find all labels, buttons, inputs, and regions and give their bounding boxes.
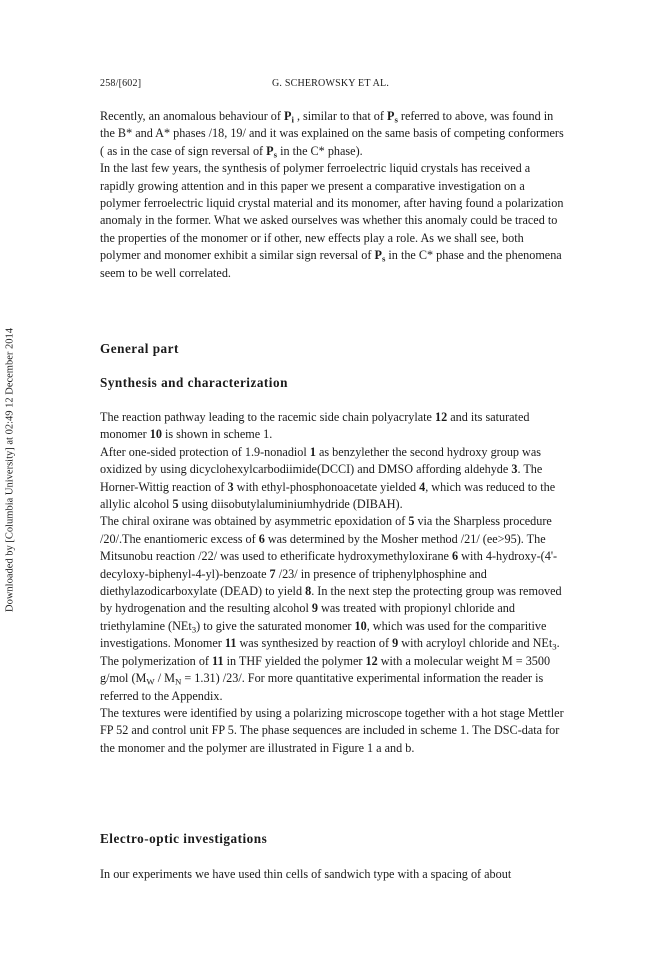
compound-number: 7 bbox=[269, 566, 276, 581]
compound-number: 11 bbox=[224, 636, 237, 651]
symbol-letter: P bbox=[386, 109, 395, 123]
text-run: The chiral oxirane was obtained by asymmetric epoxidation of bbox=[100, 514, 409, 529]
compound-number: 6 bbox=[258, 531, 265, 546]
symbol-letter: P bbox=[284, 109, 292, 123]
text-run: . The Horner-Wittig reaction of bbox=[100, 462, 543, 494]
symbol-P bbox=[375, 248, 386, 262]
text-run: /23/ in presence of triphenylphosphine and diethylazodicarboxylate (DEAD) to yield bbox=[100, 566, 487, 599]
intro-paragraph-2 bbox=[100, 160, 564, 282]
page-number: 258/[602] bbox=[100, 78, 142, 89]
text-run: = 1.31) /23/. For more quantitative experimental information the reader is referred to the Appendix. bbox=[100, 671, 544, 703]
intro-section bbox=[100, 108, 564, 282]
text-run: was treated with propionyl chloride and triethylamine (NEt bbox=[100, 601, 515, 633]
subscript: 3 bbox=[191, 624, 197, 635]
general-part-heading: General part bbox=[100, 341, 179, 356]
text-run: was determined by the Mosher method /21/ (ee>95). The Mitsunobu reaction /22/ was used to etherificate hydroxymethyloxirane bbox=[100, 531, 546, 564]
text-run: . The polymerization of bbox=[100, 636, 560, 668]
text-run: , similar to that of bbox=[293, 109, 387, 123]
synthesis-paragraph-1 bbox=[100, 409, 564, 444]
symbol-subscript: s bbox=[394, 114, 398, 125]
text-run: , which was used for the comparitive investigations. Monomer bbox=[100, 618, 547, 651]
text-run: is shown in scheme 1. bbox=[161, 427, 273, 442]
subscript: 3 bbox=[552, 641, 557, 652]
text-run: in the C* phase and the phenomena seem to be well correlated. bbox=[100, 248, 562, 280]
text-run: in the C* phase). bbox=[277, 143, 363, 158]
text-run: in THF yielded the polymer bbox=[223, 653, 366, 668]
compound-number: 10 bbox=[354, 618, 367, 633]
text-run: ) to give the saturated monomer bbox=[196, 618, 355, 633]
compound-number: 3 bbox=[511, 462, 518, 477]
compound-number: 4 bbox=[419, 479, 426, 494]
text-run: and its saturated monomer bbox=[100, 410, 530, 442]
compound-number: 3 bbox=[227, 479, 234, 494]
intro-paragraph-1 bbox=[100, 108, 564, 160]
text-run: with a molecular weight M = 3500 g/mol (M bbox=[100, 653, 551, 686]
synthesis-paragraph-3 bbox=[100, 513, 564, 704]
text-run: In the last few years, the synthesis of polymer ferroelectric liquid crystals has received a rapidly growing attention and in this paper we present a comparative investigation on a polymer ferroelectric liquid crystal material and its monomer, after having found a polarization anomaly in the former. What we asked ourselves was whether this anomaly could be traced to the properties of the monomer or if other, new effects play a role. As we shall see, both polymer and monomer exhibit a similar sign reversal of bbox=[100, 161, 564, 263]
electro-optic-text: In our experiments we have used thin cells of sandwich type with a spacing of about bbox=[100, 867, 512, 881]
text-run: referred to above, was found in the B* and A* phases /18, 19/ and it was explained on the same basis of competing conformers ( as in the case of sign reversal of bbox=[100, 109, 564, 158]
compound-number: 6 bbox=[452, 549, 459, 564]
synthesis-paragraph-4: The textures were identified by using a polarizing microscope together with a hot stage Mettler FP 52 and control unit FP 5. The phase sequences are included in scheme 1. The DSC-data for the monomer and the polymer are illustrated in Figure 1 a and b. bbox=[100, 705, 564, 755]
compound-number: 12 bbox=[435, 410, 448, 424]
subscript: W bbox=[146, 676, 155, 687]
text-run: After one-sided protection of 1.9-nonadiol bbox=[100, 444, 310, 459]
text-run: with acryloyl chloride and NEt bbox=[398, 636, 553, 651]
running-authors: G. SCHEROWSKY ET AL. bbox=[272, 78, 390, 89]
electro-optic-heading: Electro-optic investigations bbox=[100, 831, 268, 846]
compound-number: 5 bbox=[408, 514, 415, 529]
symbol-P bbox=[387, 109, 398, 123]
compound-number: 9 bbox=[311, 601, 318, 616]
compound-number: 9 bbox=[392, 636, 399, 651]
synthesis-paragraph-2 bbox=[100, 444, 564, 514]
text-run: The reaction pathway leading to the racemic side chain polyacrylate bbox=[100, 410, 436, 424]
text-run: . In the next step the protecting group was removed by hydrogenation and the resulting alcohol bbox=[100, 584, 562, 616]
text-run: via the Sharpless procedure /20/.The enantiomeric excess of bbox=[100, 514, 552, 546]
compound-number: 12 bbox=[365, 653, 378, 668]
compound-number: 5 bbox=[172, 497, 179, 512]
text-run: with ethyl-phosphonoacetate yielded bbox=[233, 479, 420, 494]
symbol-subscript: i bbox=[291, 114, 294, 125]
compound-number: 10 bbox=[149, 427, 162, 442]
synthesis-section bbox=[100, 409, 564, 757]
text-run: with 4-hydroxy-(4'-decyloxy-biphenyl-4-yl)-benzoate bbox=[100, 549, 558, 581]
compound-number: 8 bbox=[305, 584, 312, 599]
text-run: was synthesized by reaction of bbox=[236, 636, 393, 651]
compound-number: 1 bbox=[309, 444, 316, 459]
symbol-P bbox=[266, 144, 277, 158]
download-watermark bbox=[2, 300, 18, 640]
text-run: as benzylether the second hydroxy group was oxidized by using dicyclohexylcarbodiimide(DCCI) and DMSO affording aldehyde bbox=[100, 444, 542, 477]
text-run: , which was reduced to the allylic alcohol bbox=[100, 479, 556, 512]
text-run: / M bbox=[154, 671, 175, 686]
symbol-subscript: s bbox=[381, 253, 386, 264]
text-run: Recently, an anomalous behaviour of bbox=[100, 109, 284, 123]
download-watermark-text: Downloaded by [Columbia University] at 02:49 12 December 2014 bbox=[4, 327, 16, 613]
symbol-P bbox=[284, 109, 294, 123]
synthesis-heading: Synthesis and characterization bbox=[100, 375, 288, 390]
subscript: N bbox=[175, 676, 182, 687]
symbol-letter: P bbox=[266, 143, 274, 158]
symbol-letter: P bbox=[374, 248, 382, 263]
compound-number: 11 bbox=[212, 653, 224, 668]
text-run: using diisobutylaluminiumhydride (DIBAH). bbox=[178, 497, 403, 512]
symbol-subscript: s bbox=[273, 149, 278, 160]
